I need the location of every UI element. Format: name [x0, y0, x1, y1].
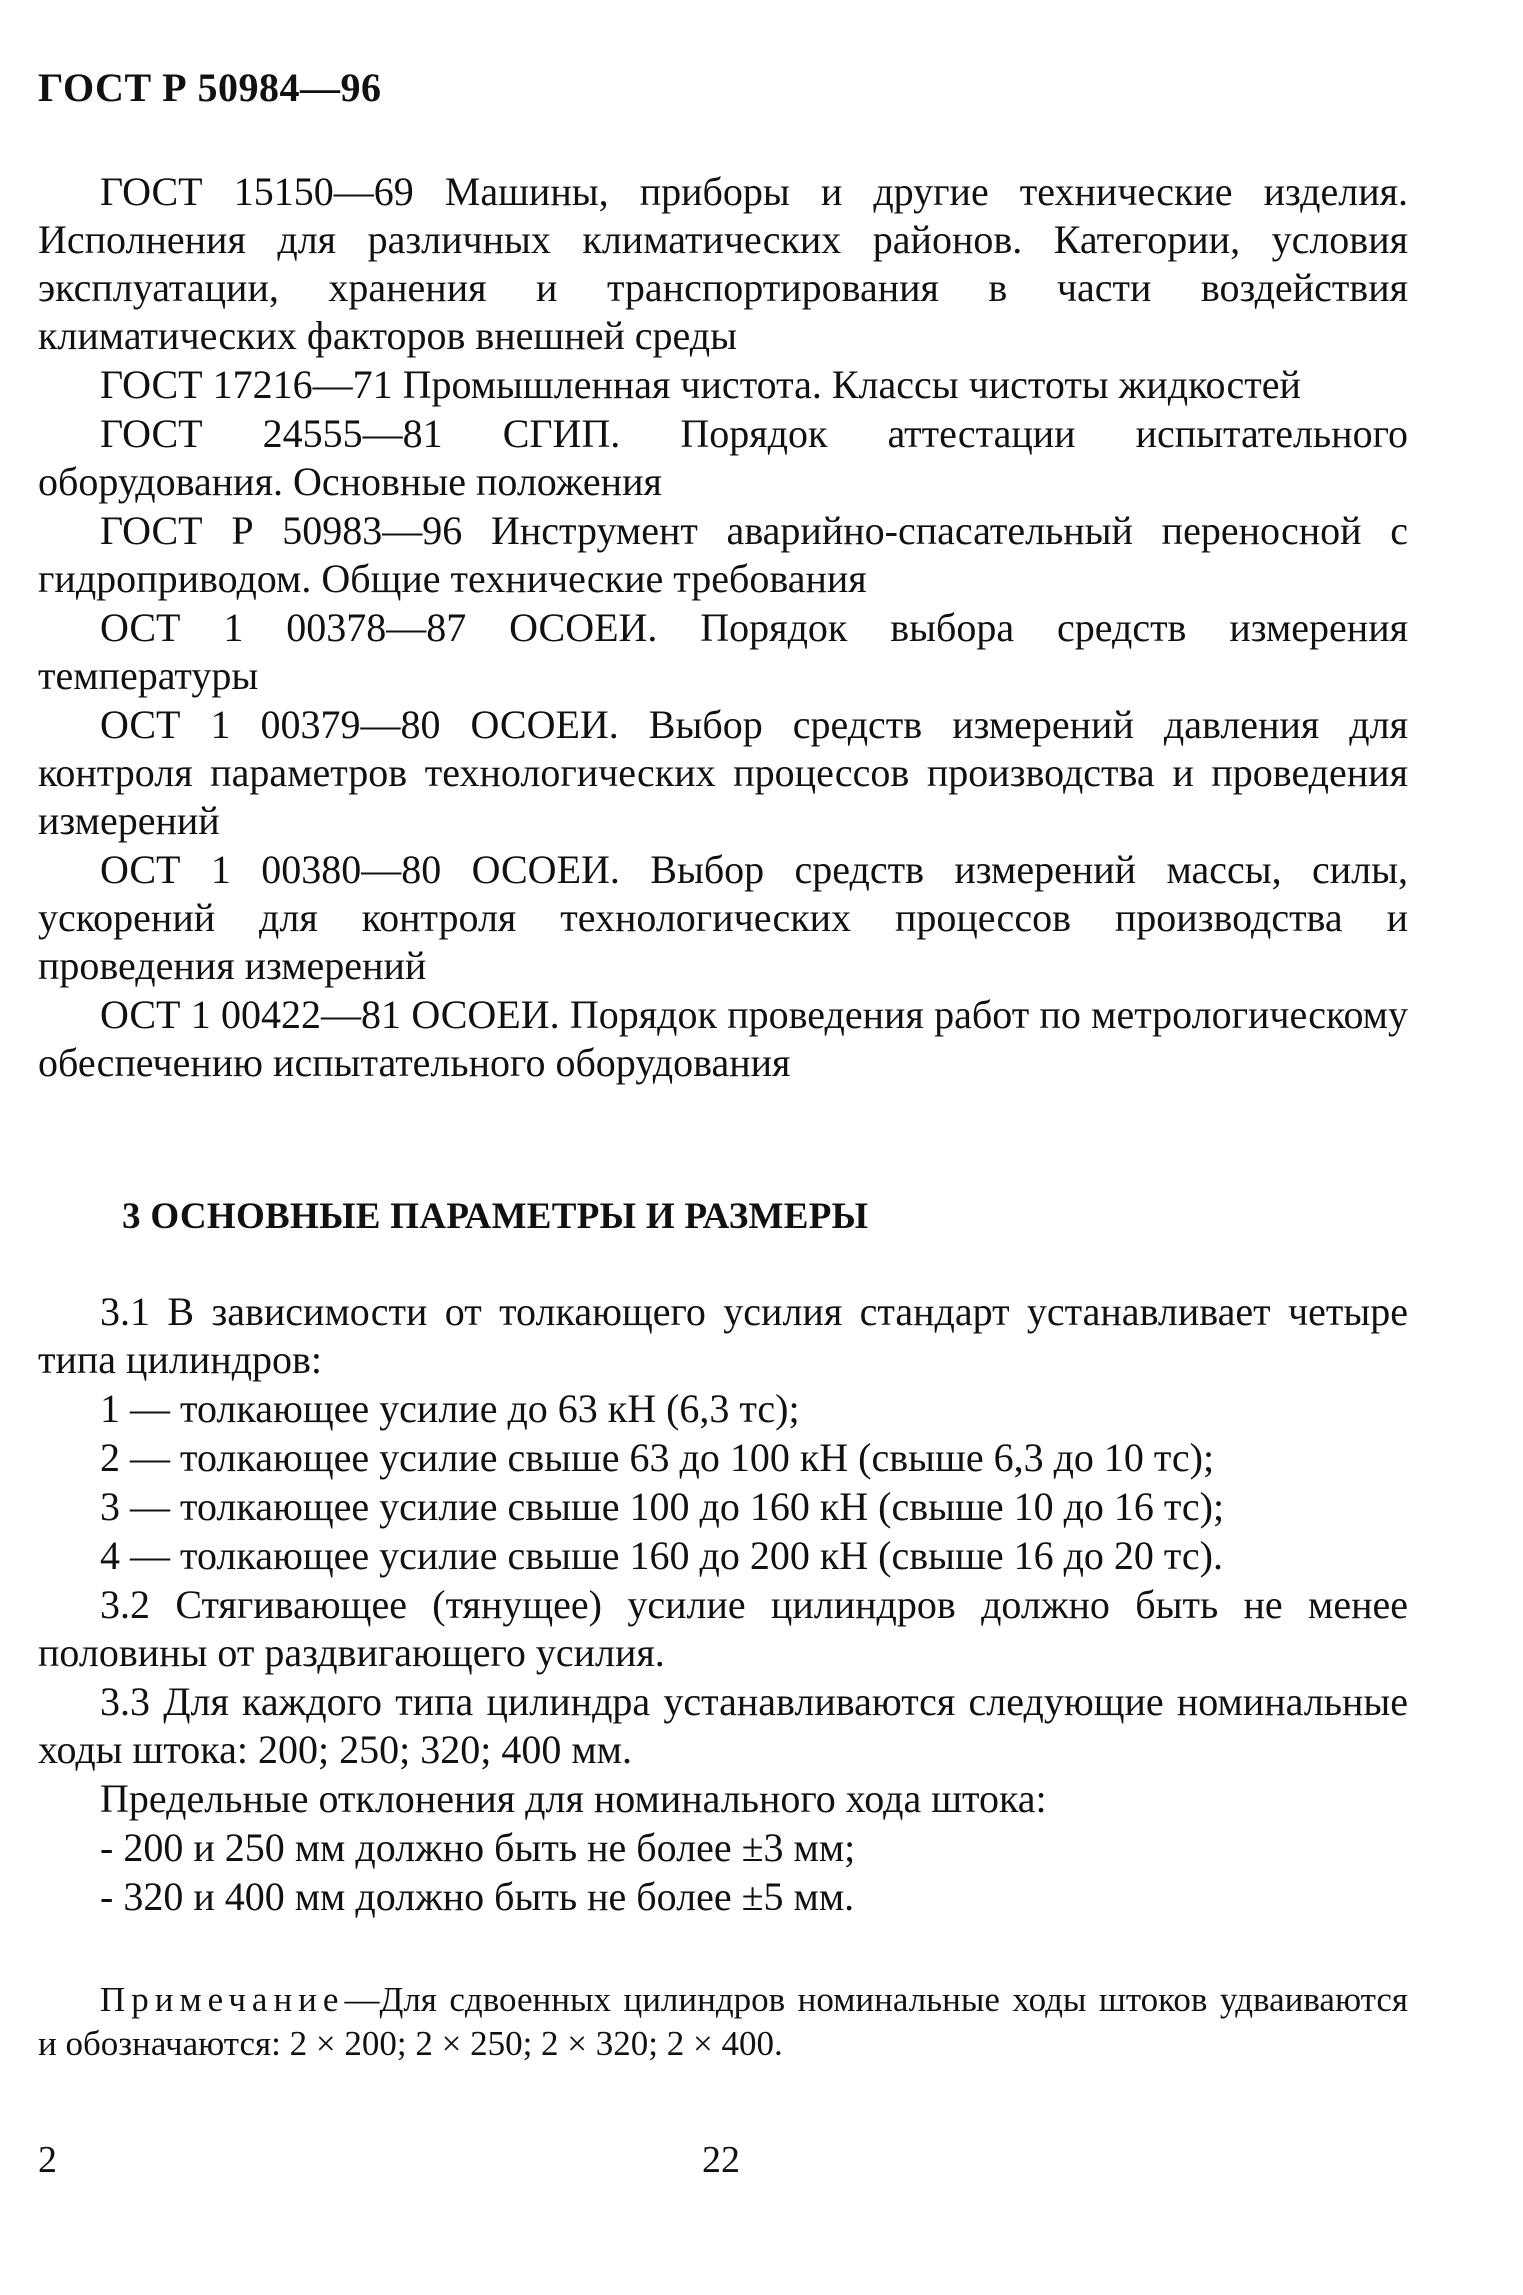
paragraph: 3.3 Для каждого типа цилиндра устанавливаются следующие номинальные ходы штока: 200; 250; 320; 400 мм. — [38, 1679, 1408, 1772]
note — [38, 1978, 1408, 2066]
page-number-center: 22 — [702, 2139, 740, 2181]
reference-item: ОСТ 1 00378—87 ОСОЕИ. Порядок выбора средств измерения температуры — [38, 605, 1408, 698]
list-item: 4 — толкающее усилие свыше 160 до 200 кН (свыше 16 до 20 тс). — [100, 1533, 1223, 1578]
section-body — [38, 1288, 1408, 1922]
paragraph: 3.2 Стягивающее (тянущее) усилие цилиндров должно быть не менее половины от раздвигающего усилия. — [38, 1582, 1408, 1675]
paragraph: 3.1 В зависимости от толкающего усилия стандарт устанавливает четыре типа цилиндров: — [38, 1289, 1408, 1382]
list-item: 3 — толкающее усилие свыше 100 до 160 кН (свыше 10 до 16 тс); — [100, 1484, 1225, 1529]
page-number: 2 — [38, 2139, 57, 2181]
list-item: 1 — толкающее усилие до 63 кН (6,3 тс); — [100, 1386, 800, 1431]
list-item: 2 — толкающее усилие свыше 63 до 100 кН (свыше 6,3 до 10 тс); — [100, 1435, 1215, 1480]
note-label: Примечание — [100, 1980, 345, 2019]
reference-item: ОСТ 1 00422—81 ОСОЕИ. Порядок проведения работ по метрологическому обеспечению испытательного оборудования — [38, 992, 1408, 1085]
section-title: 3 ОСНОВНЫЕ ПАРАМЕТРЫ И РАЗМЕРЫ — [122, 1196, 869, 1237]
list-item: - 320 и 400 мм должно быть не более ±5 мм. — [100, 1874, 855, 1919]
reference-item: ОСТ 1 00379—80 ОСОЕИ. Выбор средств измерений давления для контроля параметров технологических процессов производства и проведения измерений — [38, 702, 1408, 843]
document-header: ГОСТ Р 50984—96 — [38, 65, 382, 110]
note-text: —Для сдвоенных цилиндров номинальные ходы штоков удваиваются и обозначаются: 2 × 200; 2 × 250; 2 × 320; 2 × 400. — [38, 1980, 1408, 2063]
reference-item: ГОСТ Р 50983—96 Инструмент аварийно-спасательный переносной с гидроприводом. Общие технические требования — [38, 508, 1408, 601]
reference-item: ГОСТ 17216—71 Промышленная чистота. Классы чистоты жидкостей — [100, 362, 1301, 407]
reference-item: ОСТ 1 00380—80 ОСОЕИ. Выбор средств измерений массы, силы, ускорений для контроля технологических процессов производства и проведения измерений — [38, 847, 1408, 988]
list-item: - 200 и 250 мм должно быть не более ±3 мм; — [100, 1825, 856, 1870]
reference-item: ГОСТ 24555—81 СГИП. Порядок аттестации испытательного оборудования. Основные положения — [38, 411, 1408, 504]
paragraph: Предельные отклонения для номинального хода штока: — [100, 1776, 1047, 1821]
normative-references — [38, 168, 1408, 1088]
reference-item: ГОСТ 15150—69 Машины, приборы и другие технические изделия. Исполнения для различных климатических районов. Категории, условия эксплуатации, хранения и транспортирования в части воздействия климатических факторов внешней среды — [38, 169, 1408, 358]
